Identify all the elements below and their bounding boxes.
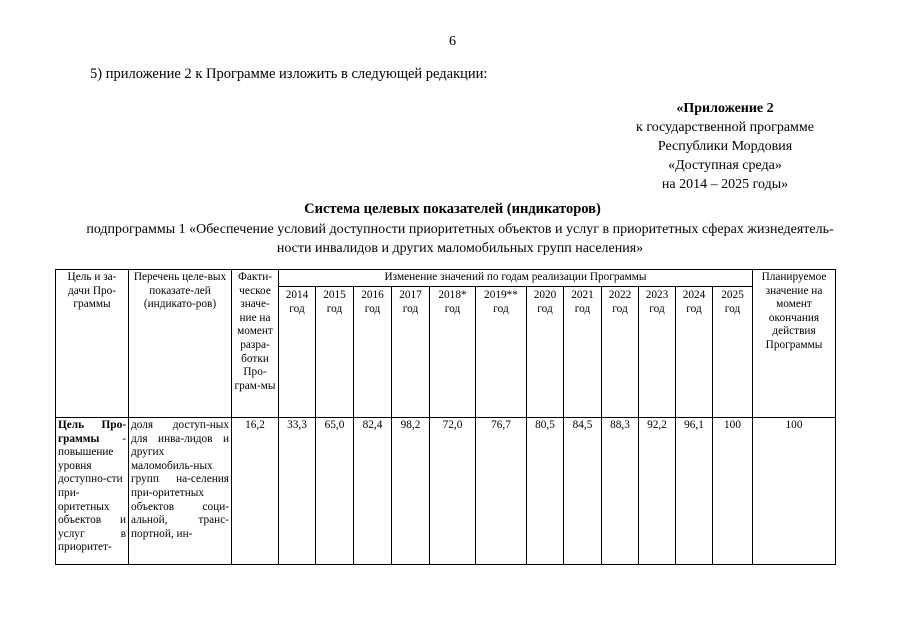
year-header: 2016 год: [354, 286, 392, 417]
system-subtitle: [60, 220, 860, 258]
year-header: 2018* год: [430, 286, 476, 417]
year-value: 72,0: [430, 418, 476, 565]
appendix-header: [600, 99, 850, 194]
system-title: Система целевых показателей (индикаторов): [304, 201, 601, 217]
goal-bold: Цель Про-граммы: [58, 419, 126, 445]
year-value: 80,5: [527, 418, 564, 565]
actual-value: 16,2: [232, 418, 279, 565]
header-actual: Факти-ческое значе-ние на момент разра-ботки Про-грам-мы: [232, 270, 279, 418]
appendix-title: «Приложение 2: [676, 101, 774, 116]
year-header: 2014 год: [279, 286, 316, 417]
year-value: 82,4: [354, 418, 392, 565]
year-value: 100: [713, 418, 753, 565]
indicators-table: [55, 269, 836, 565]
system-subtitle-line: ности инвалидов и других маломобильных групп населения»: [276, 241, 644, 256]
year-header: 2021 год: [564, 286, 602, 417]
planned-value: 100: [753, 418, 836, 565]
year-header: 2017 год: [392, 286, 430, 417]
appendix-line: Республики Мордовия: [657, 139, 793, 154]
appendix-line: к государственной программе: [636, 120, 814, 135]
header-changes: Изменение значений по годам реализации Программы: [279, 270, 753, 287]
year-value: 96,1: [676, 418, 713, 565]
page-number: 6: [449, 34, 456, 49]
header-planned: Планируемое значение на момент окончания действия Программы: [753, 270, 836, 418]
year-header: 2022 год: [602, 286, 639, 417]
table-row: [56, 418, 836, 565]
indicator-cell: доля доступ-ных для инва-лидов и других маломобиль-ных групп на-селения при-оритетных объектов соци-альной, транс-портной, ин-: [129, 418, 232, 565]
goal-text: - повышение уровня доступно-сти при-оритетных объектов и услуг в приоритет-: [58, 432, 126, 554]
year-header: 2015 год: [316, 286, 354, 417]
year-value: 92,2: [639, 418, 676, 565]
appendix-line: на 2014 – 2025 годы»: [661, 177, 789, 192]
year-header: 2023 год: [639, 286, 676, 417]
header-row: [56, 270, 836, 287]
system-subtitle-line: подпрограммы 1 «Обеспечение условий доступности приоритетных объектов и услуг в приоритетных сферах жизнедеятель-: [86, 222, 834, 237]
header-indicators: Перечень целе-вых показате-лей (индикато-ров): [129, 270, 232, 418]
year-header: 2025 год: [713, 286, 753, 417]
year-header: 2019** год: [476, 286, 527, 417]
year-header: 2024 год: [676, 286, 713, 417]
header-goal: Цель и за-дачи Про-граммы: [56, 270, 129, 418]
goal-cell: [56, 418, 129, 565]
year-value: 98,2: [392, 418, 430, 565]
year-value: 84,5: [564, 418, 602, 565]
appendix-line: «Доступная среда»: [668, 158, 782, 173]
year-value: 33,3: [279, 418, 316, 565]
year-value: 88,3: [602, 418, 639, 565]
intro-text: 5) приложение 2 к Программе изложить в следующей редакции:: [90, 66, 488, 82]
year-value: 65,0: [316, 418, 354, 565]
year-header: 2020 год: [527, 286, 564, 417]
year-value: 76,7: [476, 418, 527, 565]
